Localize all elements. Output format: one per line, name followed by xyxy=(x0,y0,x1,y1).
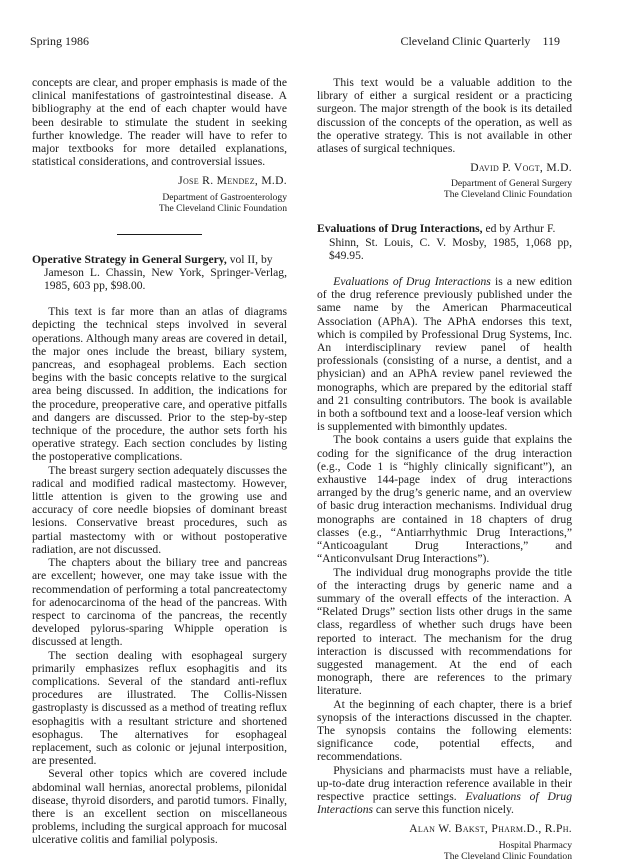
book-title: Operative Strategy in General Surgery, xyxy=(32,252,227,266)
reviewer-signature xyxy=(317,822,572,861)
review-continuation: concepts are clear, and proper emphasis is made of the clinical manifestations of gastrointestinal disease. A bibliography at the end of each chapter would have been desirable to stimulate the student in seeking further knowledge. The reader will have to refer to major textbooks for more detailed explanations, statistical considerations, and controversial issues. xyxy=(32,76,287,169)
book-citation-rest: Jameson L. Chassin, New York, Springer-Verlag, 1985, 603 pp, $98.00. xyxy=(44,265,287,293)
review-paragraph: Physicians and pharmacists must have a reliable, up-to-date drug interaction reference available in their respective practice settings. Evaluations of Drug Interactions can serve this function nicely. xyxy=(317,763,572,817)
review-paragraph: The breast surgery section adequately discusses the radical and modified radical mastectomy. However, little attention is given to the growing use and accuracy of core needle biopsies of dominant breast lesions. Conservative breast procedures, such as partial mastectomy with or without postoperative radiation, are not discussed. xyxy=(32,463,287,556)
reviewer-name: David P. Vogt, M.D. xyxy=(470,161,572,175)
book-citation-first: ed by Arthur F. xyxy=(482,222,556,236)
review-paragraph: Evaluations of Drug Interactions is a new edition of the drug reference previously published under the same name by the American Pharmaceutical Association (APhA). The APhA endorses this text, which is compiled by Professional Drug Systems, Inc. An interdisciplinary review panel of health professionals (consisting of a nurse, a dentist, and a physician) and an APhA review panel reviewed the monographs, which are prepared by the editorial staff and 21 consulting contributors. The book is available in both a softbound text and a loose-leaf version which is supplemented with bimonthly updates. xyxy=(317,275,572,434)
review-paragraph: Several other topics which are covered include abdominal wall hernias, anorectal problems, pilonidal disease, thyroid disorders, and parotid tumors. Finally, there is an excellent section on miscellaneous problems, including the surgical approach for mucosal ulcerative colitis and familial polyposis. xyxy=(32,767,287,847)
review-heading xyxy=(32,253,287,293)
book-title-italic: Evaluations of Drug Interactions xyxy=(317,789,572,817)
reviewer-affiliation xyxy=(317,178,572,200)
journal-and-page xyxy=(400,34,560,48)
reviewer-department: Department of General Surgery xyxy=(450,178,572,190)
review-paragraph: The book contains a users guide that explains the coding for the significance of the drug interaction (e.g., Code 1 is “highly clinically significant”), an exhaustive 144-page index of drug interactions arranged by the drug’s generic name, and an overview of basic drug interaction mechanisms. Individual drug monographs are contained in 18 chapters of drug classes (e.g., “Antiarrhythmic Drug Interactions,” “Anticoagulant Drug Interactions,” and “Anticonvulsant Drug Interactions”). xyxy=(317,433,572,566)
review-heading xyxy=(317,222,572,262)
reviewer-department: Department of Gastroenterology xyxy=(162,191,287,203)
right-column xyxy=(317,76,572,862)
reviewer-institution: The Cleveland Clinic Foundation xyxy=(443,850,572,862)
review-paragraph: This text is far more than an atlas of diagrams depicting the technical steps involved in several operations. Although many areas are covered in detail, the major ones include the breast, biliary system, pancreas, and esophageal problems. Each section begins with the basic concepts relative to the surgical area being discussed. In addition, the indications for the procedure, preoperative care, and operative pitfalls and dangers are discussed. Prior to the step-by-step technique of the procedure, the author sets forth his operative strategy. Each section concludes by listing the postoperative complications. xyxy=(32,305,287,464)
issue-date: Spring 1986 xyxy=(30,34,90,48)
left-column xyxy=(32,76,287,847)
book-citation-rest: Shinn, St. Louis, C. V. Mosby, 1985, 1,068 pp, $49.95. xyxy=(329,235,572,262)
page-number: 119 xyxy=(542,34,560,48)
review-paragraph: The section dealing with esophageal surgery primarily emphasizes reflux esophagitis and its complications. Several of the standard anti-reflux procedures are illustrated. The Collis-Nissen gastroplasty is discussed as a method of treating reflux esophagitis with a resultant stricture and shortened esophagus. The alternatives for esophageal replacement, such as colonic or jejunal interposition, are presented. xyxy=(32,648,287,768)
reviewer-signature xyxy=(32,174,287,213)
section-divider xyxy=(117,234,202,235)
reviewer-affiliation xyxy=(317,840,572,862)
reviewer-signature xyxy=(317,161,572,200)
reviewer-affiliation xyxy=(32,192,287,214)
review-paragraph: The chapters about the biliary tree and pancreas are excellent; however, one may take issue with the recommendation of performing a total pancreatectomy for adenocarcinoma of the head of the pancreas. With respect to carcinoma of the pancreas, the recently developed pylorus-sparing Whipple operation is discussed at length. xyxy=(32,556,287,649)
reviewer-department: Hospital Pharmacy xyxy=(498,839,572,851)
journal-name: Cleveland Clinic Quarterly xyxy=(400,34,531,48)
review-continuation: This text would be a valuable addition to the library of either a surgical resident or a practicing surgeon. The major strength of the book is its detailed discussion of the concepts of the operation, as well as the operative strategy. This is not available in other atlases of surgical techniques. xyxy=(317,76,572,156)
book-citation-first: vol II, by xyxy=(226,252,273,266)
review-paragraph: The individual drug monographs provide the title of the interacting drugs by generic name and a summary of the overall effects of the interaction. A “Related Drugs” section lists other drugs in the same class, regardless of whether such drugs have been reported to interact. The mechanism for the drug interaction is discussed with recommendations for suggested management. At the end of each monograph, there are references to the primary literature. xyxy=(317,565,572,698)
review-paragraph: At the beginning of each chapter, there is a brief synopsis of the interactions discussed in the chapter. The synopsis contains the following elements: significance code, potential effects, and recommendations. xyxy=(317,697,572,764)
reviewer-institution: The Cleveland Clinic Foundation xyxy=(443,189,572,201)
book-title-italic: Evaluations of Drug Interactions xyxy=(333,275,491,289)
reviewer-institution: The Cleveland Clinic Foundation xyxy=(158,202,287,214)
reviewer-name: Alan W. Bakst, Pharm.D., R.Ph. xyxy=(409,822,572,836)
reviewer-name: Jose R. Mendez, M.D. xyxy=(178,174,287,188)
book-title: Evaluations of Drug Interactions, xyxy=(317,222,483,236)
